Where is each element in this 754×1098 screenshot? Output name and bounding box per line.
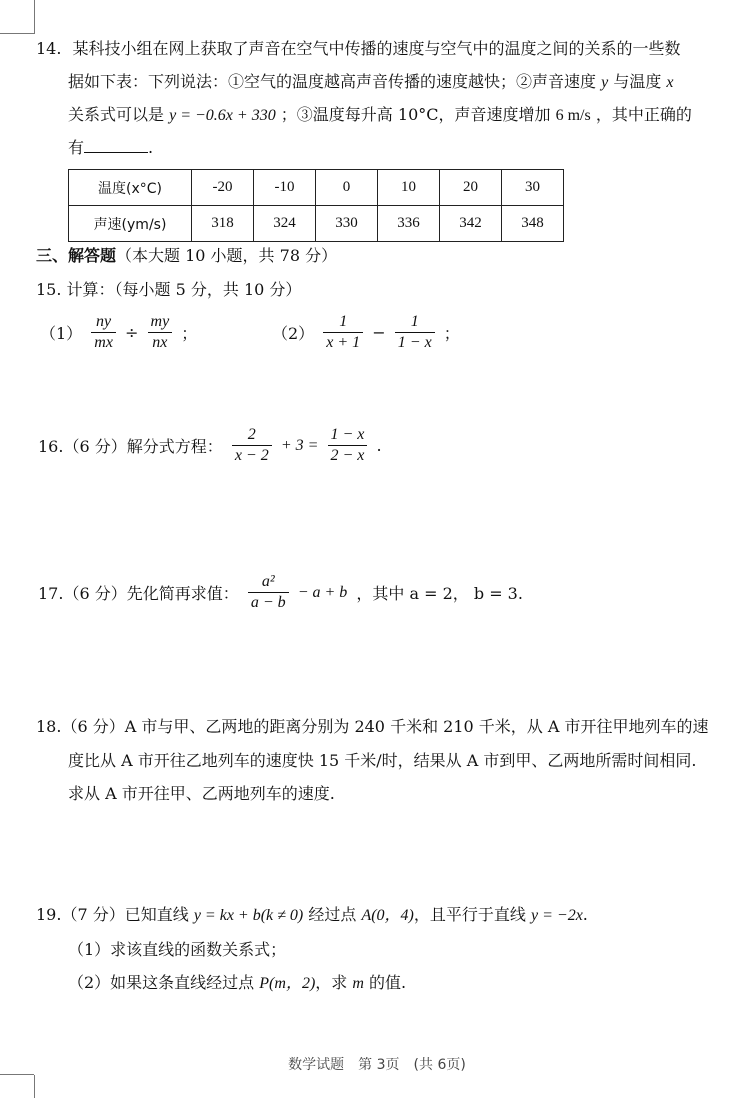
q17-prefix: 17.（6 分）先化简再求值： [38, 584, 239, 603]
table-cell: 318 [192, 206, 254, 242]
denominator: 1 − x [397, 334, 432, 351]
table-cell: 0 [316, 170, 378, 206]
q14-period: . [148, 138, 154, 157]
q18-line2: 度比从 A 市开往乙地列车的速度快 15 千米/时，结果从 A 市到甲、乙两地所需时间相同. [68, 751, 697, 770]
q19-part2 [68, 970, 406, 993]
crop-mark-bottom-left-h [0, 1074, 34, 1075]
q14-text-4: 有 [68, 138, 85, 157]
q14-var-y: y [601, 74, 609, 91]
q19-p2a: （2）如果这条直线经过点 [68, 973, 255, 992]
numerator: a² [248, 572, 289, 593]
q14-var-x: x [666, 74, 674, 91]
table-cell: -10 [254, 170, 316, 206]
fraction [323, 312, 363, 353]
numerator: 1 [323, 312, 363, 333]
q15-title: 15. 计算：（每小题 5 分，共 10 分） [36, 280, 302, 299]
table-cell: 342 [440, 206, 502, 242]
denominator: a − b [250, 594, 286, 611]
denominator: x − 2 [234, 447, 269, 464]
q15-p2-label: （2） [272, 324, 315, 343]
operator: − [372, 323, 386, 342]
table-cell: 10 [378, 170, 440, 206]
q15-p1-end: ； [181, 324, 198, 343]
answer-blank [84, 138, 148, 153]
fraction [395, 312, 435, 353]
section-note: （本大题 10 小题，共 78 分） [116, 246, 338, 265]
q19-p2c: 的值. [369, 973, 407, 992]
q14-text-3b: ；③温度每升高 10°C，声音速度增加 [280, 105, 551, 124]
q14-text-3c: ，其中正确的 [595, 105, 692, 124]
table-cell: 324 [254, 206, 316, 242]
q19-formula: y = kx + b(k ≠ 0) [193, 907, 304, 924]
q16-mid: + 3 = [280, 436, 319, 454]
table-cell: 330 [316, 206, 378, 242]
table-row-temperature [69, 170, 564, 206]
q18-line1: 18.（6 分）A 市与甲、乙两地的距离分别为 240 千米和 210 千米，从 A 市开往甲地列车的速 [36, 717, 709, 736]
section-heading [36, 243, 337, 266]
q14-line2 [68, 69, 674, 92]
table-cell: -20 [192, 170, 254, 206]
table-cell: 30 [502, 170, 564, 206]
denominator: mx [94, 334, 113, 351]
operator: ÷ [125, 323, 139, 342]
crop-mark-bottom-left [34, 1075, 35, 1098]
table-row-speed [69, 206, 564, 242]
row-header-speed: 声速(ym/s) [69, 206, 192, 242]
q14-line4 [68, 135, 153, 158]
q14-number: 14. [36, 39, 62, 58]
numerator: 1 − x [328, 425, 368, 446]
numerator: ny [91, 312, 116, 333]
q15-p2-end: ； [443, 324, 460, 343]
q19-prefix: 19.（7 分）已知直线 [36, 905, 189, 924]
q14-speed: 6 m/s [555, 107, 591, 124]
q19-line-eq: y = −2x [531, 907, 583, 924]
numerator: 2 [232, 425, 272, 446]
q14-text-2b: 与温度 [613, 72, 662, 91]
q18-line3: 求从 A 市开往甲、乙两地列车的速度. [68, 784, 335, 803]
q16-prefix: 16.（6 分）解分式方程： [38, 437, 223, 456]
fraction [148, 312, 173, 353]
crop-mark-top-left-h [0, 33, 34, 34]
numerator: my [148, 312, 173, 333]
denominator: 2 − x [330, 447, 365, 464]
table-cell: 336 [378, 206, 440, 242]
numerator: 1 [395, 312, 435, 333]
q17 [36, 572, 525, 613]
fraction [91, 312, 116, 353]
q15-part2 [270, 312, 462, 353]
q14-formula: y = −0.6x + 330 [169, 107, 276, 124]
q16 [36, 425, 384, 466]
q19-part1: （1）求该直线的函数关系式； [68, 940, 287, 959]
denominator: nx [152, 334, 168, 351]
q19-p2-point: P(m，2) [259, 975, 316, 992]
q15-p1-label: （1） [40, 324, 83, 343]
fraction [232, 425, 272, 466]
section-title: 三、解答题 [36, 246, 117, 265]
q19-point: A(0，4) [361, 907, 414, 924]
q19-mid2: ，且平行于直线 [413, 905, 526, 924]
q19-end: . [582, 905, 588, 924]
q17-suffix: ，其中 a = 2， b = 3. [356, 584, 523, 603]
q19-p2b: ，求 [315, 973, 348, 992]
q14-text-3a: 关系式可以是 [68, 105, 165, 124]
q19-line1 [36, 902, 588, 925]
q14-text-1: 某科技小组在网上获取了声音在空气中传播的速度与空气中的温度之间的关系的一些数 [72, 39, 681, 58]
q14-line1 [36, 36, 681, 59]
q15-part1 [38, 312, 199, 353]
table-cell: 348 [502, 206, 564, 242]
q14-line3 [68, 102, 692, 125]
denominator: x + 1 [326, 334, 361, 351]
table-cell: 20 [440, 170, 502, 206]
q19-mid: 经过点 [308, 905, 357, 924]
row-header-temperature: 温度(x°C) [69, 170, 192, 206]
crop-mark-top-left [34, 0, 35, 34]
fraction [248, 572, 289, 613]
page-footer: 数学试题 第 3页 (共 6页) [288, 1057, 466, 1073]
q14-text-2a: 据如下表：下列说法：①空气的温度越高声音传播的速度越快；②声音速度 [68, 72, 597, 91]
q16-end: . [376, 436, 382, 455]
temperature-speed-table [68, 169, 564, 242]
q17-rest: − a + b [297, 583, 348, 601]
fraction [328, 425, 368, 466]
q19-p2-var: m [352, 975, 364, 992]
